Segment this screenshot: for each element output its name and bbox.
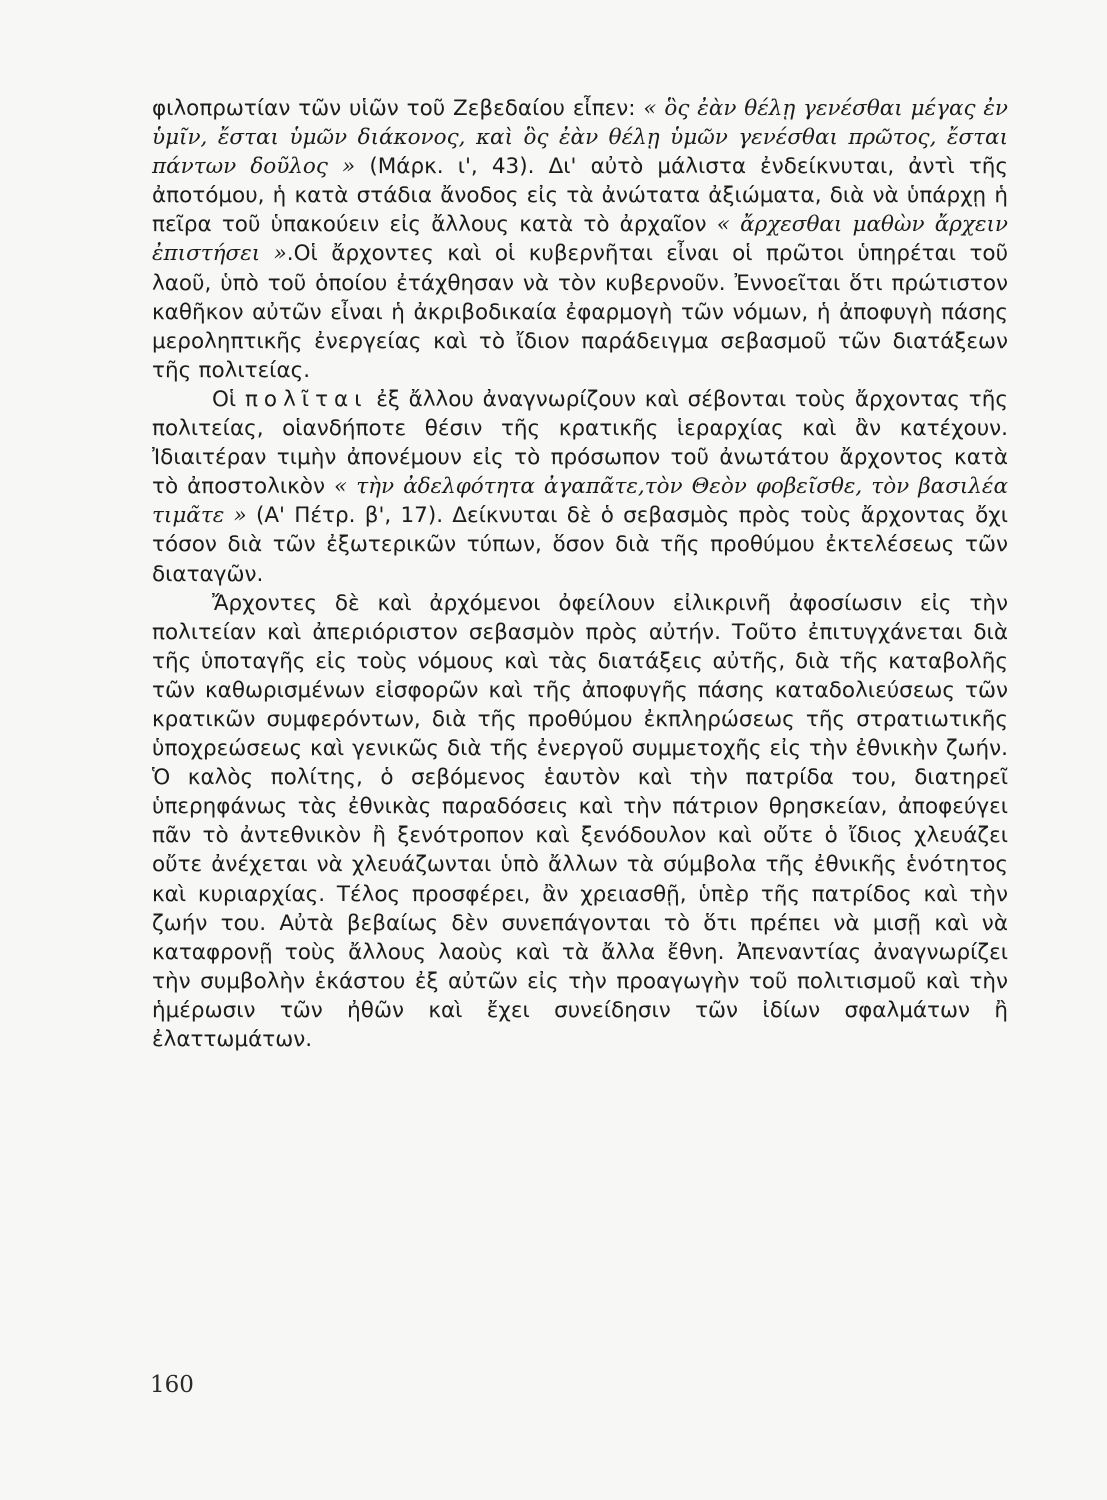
paragraph-1	[152, 94, 1008, 385]
body-text	[152, 94, 1008, 1054]
scripture-quote: « ὃς ἐὰν θέλῃ γενέσθαι μέγας ἐν ὑμῖν, ἔσται ὑμῶν διάκονος, καὶ ὃς ἐὰν θέλῃ ὑμῶν γενέσθαι πρῶτος, ἔσται πάντων δοῦλος »	[152, 96, 1008, 180]
text-run: ἐξ ἄλλου ἀναγνωρίζουν καὶ σέβονται τοὺς ἄρχοντας τῆς πολιτείας, οἱανδήποτε θέσιν τῆς κρατικῆς ἱεραρχίας καὶ ἂν κατέχουν. Ἰδιαιτέραν τιμὴν ἀπονέμουν εἰς τὸ πρόσωπον τοῦ ἀνωτάτου ἄρχοντος κατὰ τὸ ἀποστολικὸν	[152, 386, 1008, 500]
page-number: 160	[150, 1372, 194, 1398]
paragraph-3	[152, 589, 1008, 1055]
proverb-quote: « ἄρχεσθαι μαθὼν ἄρχειν ἐπιστήσει »	[152, 212, 1008, 267]
text-run: (Α' Πέτρ. β', 17). Δείκνυται δὲ ὁ σεβασμὸς πρὸς τοὺς ἄρχοντας ὄχι τόσον διὰ τῶν ἐξωτερικῶν τύπων, ὅσον διὰ τῆς προθύμου ἐκτελέσεως τῶν διαταγῶν.	[152, 503, 1008, 587]
paragraph-2	[152, 385, 1008, 589]
text-run: Ἄρχοντες δὲ καὶ ἀρχόμενοι ὀφείλουν εἰλικρινῆ ἀφοσίωσιν εἰς τὴν πολιτείαν καὶ ἀπεριόριστον σεβασμὸν πρὸς αὐτήν. Τοῦτο ἐπιτυγχάνεται διὰ τῆς ὑποταγῆς εἰς τοὺς νόμους καὶ τὰς διατάξεις αὐτῆς, διὰ τῆς καταβολῆς τῶν καθωρισμένων εἰσφορῶν καὶ τῆς ἀποφυγῆς πάσης καταδολιεύσεως τῶν κρατικῶν συμφερόντων, διὰ τῆς προθύμου ἐκπληρώσεως τῆς στρατιωτικῆς ὑποχρεώσεως καὶ γενικῶς διὰ τῆς ἐνεργοῦ συμμετοχῆς εἰς τὴν ἐθνικὴν ζωήν. Ὁ καλὸς πολίτης, ὁ σεβόμενος ἑαυτὸν καὶ τὴν πατρίδα του, διατηρεῖ ὑπερηφάνως τὰς ἐθνικὰς παραδόσεις καὶ τὴν πάτριον θρησκείαν, ἀποφεύγει πᾶν τὸ ἀντεθνικὸν ἢ ξενότροπον καὶ ξενόδουλον καὶ οὔτε ὁ ἴδιος χλευάζει οὔτε ἀνέχεται νὰ χλευάζωνται ὑπὸ ἄλλων τὰ σύμβολα τῆς ἐθνικῆς ἑνότητος καὶ κυριαρχίας. Τέλος προσφέρει, ἂν χρειασθῇ, ὑπὲρ τῆς πατρίδος καὶ τὴν ζωήν του. Αὐτὰ βεβαίως δὲν συνεπάγονται τὸ ὅτι πρέπει νὰ μισῇ καὶ νὰ καταφρονῇ τοὺς ἄλλους λαοὺς καὶ τὰ ἄλλα ἔθνη. Ἀπεναντίας ἀναγνωρίζει τὴν συμβολὴν ἑκάστου ἐξ αὐτῶν εἰς τὴν προαγωγὴν τοῦ πολιτισμοῦ καὶ τὴν ἡμέρωσιν τῶν ἠθῶν καὶ ἔχει συνείδησιν τῶν ἰδίων σφαλμάτων ἢ ἐλαττωμάτων.	[152, 590, 1008, 1052]
text-run: Οἱ	[212, 386, 245, 412]
scripture-quote: « τὴν ἀδελφότητα ἀγαπᾶτε,τὸν Θεὸν φοβεῖσθε, τὸν βασιλέα τιμᾶτε »	[152, 474, 1008, 529]
text-run: .Οἱ ἄρχοντες καὶ οἱ κυβερνῆται εἶναι οἱ πρῶτοι ὑπηρέται τοῦ λαοῦ, ὑπὸ τοῦ ὁποίου ἐτάχθησαν νὰ τὸν κυβερνοῦν. Ἐννοεῖται ὅτι πρώτιστον καθῆκον αὐτῶν εἶναι ἡ ἀκριβοδικαία ἐφαρμογὴ τῶν νόμων, ἡ ἀποφυγὴ πάσης μεροληπτικῆς ἐνεργείας καὶ τὸ ἴδιον παράδειγμα σεβασμοῦ τῶν διατάξεων τῆς πολιτείας.	[152, 241, 1009, 383]
text-run: (Μάρκ. ι', 43). Δι' αὐτὸ μάλιστα ἐνδείκνυται, ἀντὶ τῆς ἀποτόμου, ἡ κατὰ στάδια ἄνοδος εἰς τὰ ἀνώτατα ἀξιώματα, διὰ νὰ ὑπάρχῃ ἡ πεῖρα τοῦ ὑπακούειν εἰς ἄλλους κατὰ τὸ ἀρχαῖον	[152, 154, 1009, 238]
text-run: φιλοπρωτίαν τῶν υἱῶν τοῦ Ζεβεδαίου εἶπεν:	[152, 96, 644, 121]
emphasized-term: πολῖται	[244, 386, 368, 412]
